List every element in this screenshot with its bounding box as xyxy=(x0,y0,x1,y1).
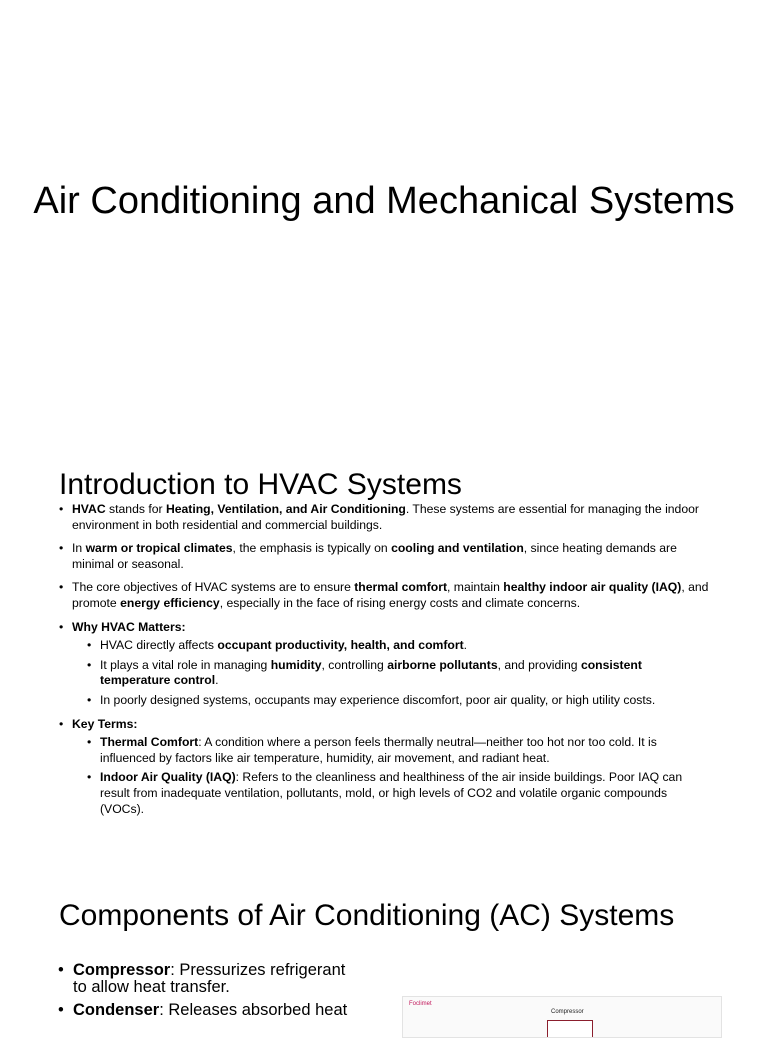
list-item xyxy=(58,620,710,709)
bold-text: Heating, Ventilation, and Air Conditioning xyxy=(165,502,406,516)
text: stands for xyxy=(105,502,166,516)
compressor-diagram-box xyxy=(547,1020,593,1038)
presentation-title: Air Conditioning and Mechanical Systems xyxy=(33,180,735,222)
text: : Pressurizes refrigerant to allow heat transfer. xyxy=(73,961,346,996)
text: : Refers to the cleanliness and healthiness of the air inside buildings. Poor IAQ can result from inadequate ventilation, pollutants, mold, or high levels of CO2 and volatile organic compounds (VOCs). xyxy=(100,770,683,816)
text: , since heating demands are minimal or seasonal. xyxy=(72,541,677,571)
slide-title: Components of Air Conditioning (AC) Systems xyxy=(59,899,675,932)
diagram-thumbnail xyxy=(402,996,722,1038)
text: In poorly designed systems, occupants may experience discomfort, poor air quality, or high utility costs. xyxy=(100,692,656,707)
text: , controlling xyxy=(321,657,388,672)
list-item xyxy=(72,658,710,689)
text: , and providing xyxy=(497,657,581,672)
text: In xyxy=(72,541,86,556)
list-item xyxy=(72,735,710,766)
bold-text: Thermal Comfort xyxy=(100,735,199,750)
bullet-list xyxy=(58,962,358,1025)
bold-text: HVAC xyxy=(72,502,106,516)
bold-text: warm or tropical climates xyxy=(85,541,233,556)
title-slide xyxy=(0,0,768,432)
list-item xyxy=(58,502,710,533)
list-item xyxy=(58,717,710,818)
bold-text: humidity xyxy=(270,657,322,672)
list-item xyxy=(72,638,710,654)
bold-text: energy efficiency xyxy=(120,595,220,610)
text: , the emphasis is typically on xyxy=(232,541,392,556)
bold-text: cooling and ventilation xyxy=(391,541,524,556)
sub-list xyxy=(72,735,710,817)
diagram-label: Compressor xyxy=(551,1009,584,1015)
components-slide xyxy=(0,862,768,1024)
list-item xyxy=(58,580,710,611)
bold-text: Key Terms: xyxy=(72,716,138,731)
bold-text: airborne pollutants xyxy=(387,657,498,672)
sub-list xyxy=(72,638,710,708)
bullet-list xyxy=(58,502,710,825)
bold-text: Compressor xyxy=(73,961,171,979)
text: HVAC directly affects xyxy=(100,638,218,653)
list-item xyxy=(58,1002,358,1019)
slide-title: Introduction to HVAC Systems xyxy=(59,468,462,501)
text: . These systems are essential for managing the indoor environment in both residential and commercial buildings. xyxy=(72,502,699,532)
list-item xyxy=(58,541,710,572)
bold-text: Condenser xyxy=(73,1001,160,1019)
text: , especially in the face of rising energy costs and climate concerns. xyxy=(219,595,581,610)
bold-text: thermal comfort xyxy=(354,580,448,595)
intro-slide xyxy=(0,432,768,862)
logo: Foclimet xyxy=(409,1001,432,1007)
text: : Releases absorbed heat xyxy=(159,1001,348,1019)
bold-text: consistent temperature control xyxy=(100,657,642,688)
bold-text: Why HVAC Matters: xyxy=(72,619,186,634)
text: The core objectives of HVAC systems are to ensure xyxy=(72,580,355,595)
text: . xyxy=(463,638,468,653)
list-item xyxy=(72,693,710,709)
list-item xyxy=(58,962,358,996)
text: , maintain xyxy=(447,580,504,595)
text: : A condition where a person feels thermally neutral—neither too hot nor too cold. It is influenced by factors like air temperature, humidity, air movement, and radiant heat. xyxy=(100,735,657,765)
text: It plays a vital role in managing xyxy=(100,657,271,672)
text: , and promote xyxy=(72,580,709,610)
bold-text: healthy indoor air quality (IAQ) xyxy=(503,580,682,595)
bold-text: occupant productivity, health, and comfort xyxy=(217,638,464,653)
list-item xyxy=(72,770,710,817)
text: . xyxy=(215,673,219,688)
bold-text: Indoor Air Quality (IAQ) xyxy=(100,770,236,785)
